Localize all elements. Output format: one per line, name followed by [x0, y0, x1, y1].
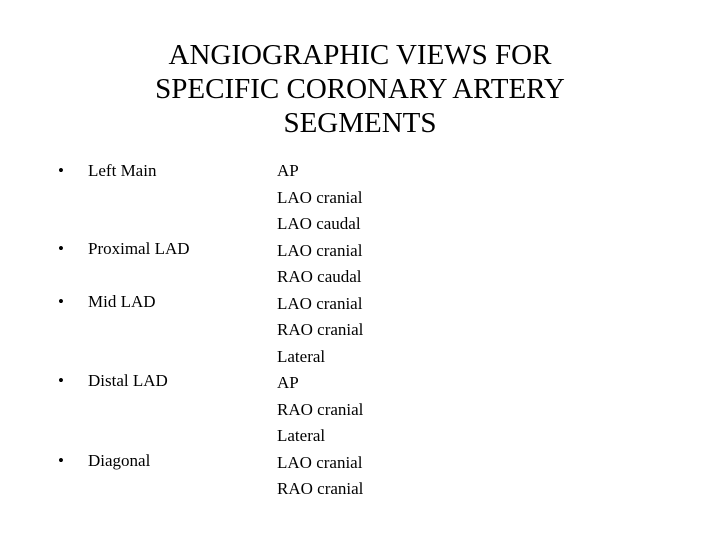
title-line: SPECIFIC CORONARY ARTERY: [155, 73, 565, 105]
segment-label: Diagonal: [88, 451, 151, 470]
bullet-icon: •: [58, 292, 64, 311]
view-item: LAO caudal: [277, 214, 361, 233]
view-item: LAO cranial: [277, 452, 363, 472]
view-item: LAO cranial: [277, 187, 363, 207]
segment-list: [58, 0, 278, 540]
segment-item: [58, 368, 168, 394]
bullet-icon: •: [58, 371, 64, 390]
view-item: RAO caudal: [277, 267, 362, 286]
bullet-icon: •: [58, 451, 64, 470]
segment-item: [58, 158, 156, 184]
segment-label: Proximal LAD: [88, 239, 190, 258]
view-item: RAO cranial: [277, 320, 364, 339]
view-item: RAO cranial: [277, 399, 364, 419]
view-item: Lateral: [277, 346, 326, 366]
view-item: LAO cranial: [277, 293, 363, 313]
view-item: RAO cranial: [277, 479, 364, 498]
segment-item: [58, 236, 190, 262]
view-list: [277, 158, 477, 503]
segment-label: Left Main: [88, 161, 157, 180]
view-item: AP: [277, 373, 299, 392]
segment-label: Distal LAD: [88, 371, 168, 390]
title-line: ANGIOGRAPHIC VIEWS FOR: [168, 39, 552, 71]
view-item: Lateral: [277, 426, 326, 445]
view-item: LAO cranial: [277, 240, 363, 260]
view-item: AP: [277, 161, 299, 180]
segment-item: [58, 448, 150, 474]
bullet-icon: •: [58, 161, 64, 180]
segment-item: [58, 289, 156, 315]
bullet-icon: •: [58, 239, 64, 258]
title-line: SEGMENTS: [283, 107, 437, 139]
segment-label: Mid LAD: [88, 292, 156, 311]
